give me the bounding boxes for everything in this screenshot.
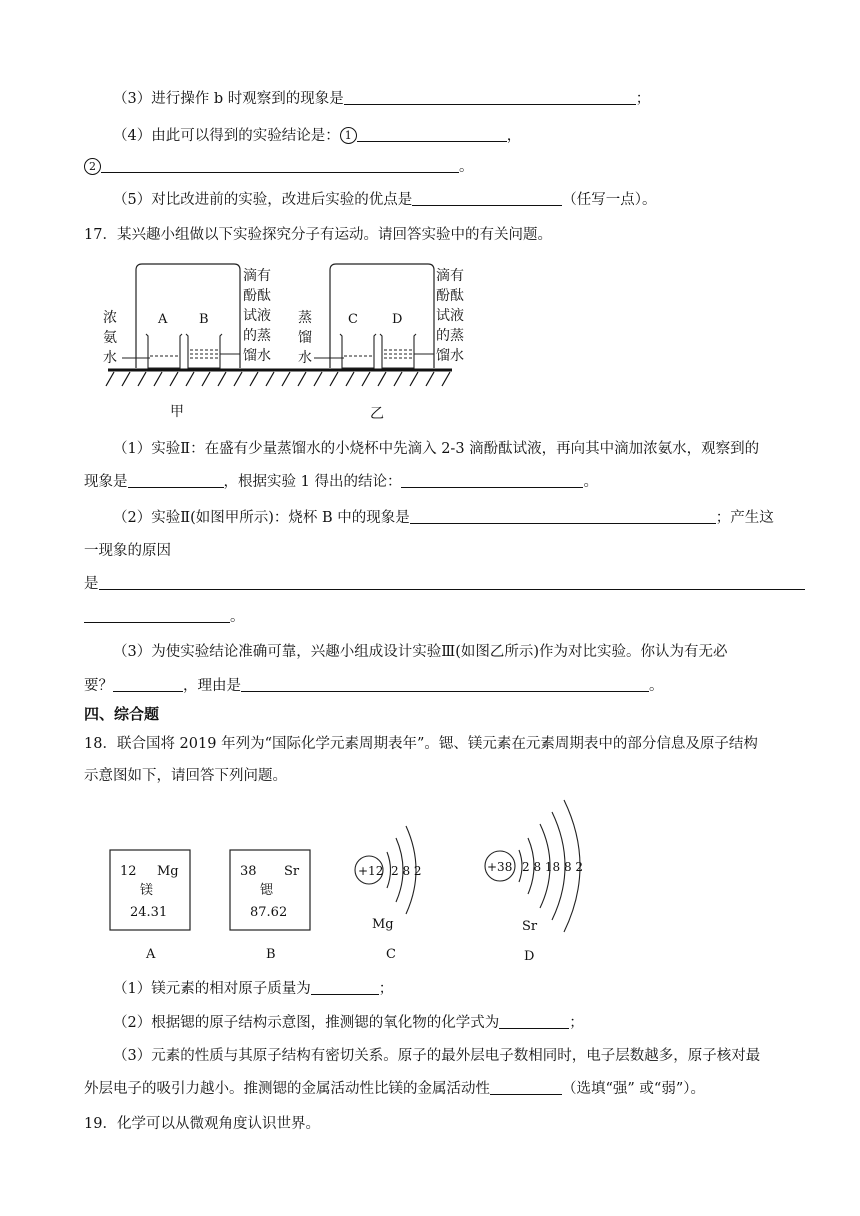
label-dripped-3: 试液 <box>243 308 271 324</box>
caption-jia: 甲 <box>170 404 184 420</box>
circled-number-1: 1 <box>340 127 357 144</box>
atom-d-caption: D <box>524 949 535 964</box>
atom-c-symbol: Mg <box>372 917 394 932</box>
answer-blank[interactable] <box>412 191 562 206</box>
section-title: 四、综合题 <box>84 705 160 723</box>
answer-blank[interactable] <box>241 677 649 692</box>
answer-blank[interactable] <box>311 980 379 995</box>
label-dripped-5: 馏水 <box>243 348 271 364</box>
q17-part2-line2: 一现象的原因 <box>84 543 171 559</box>
atom-d-nucleus: +38 <box>487 860 513 874</box>
q16-part5: （5）对比改进前的实验，改进后实验的优点是 （任写一点）。 <box>113 192 657 208</box>
label-dripped-right-3: 试液 <box>436 308 464 324</box>
answer-blank[interactable] <box>357 127 507 142</box>
card-b-number: 38 <box>240 864 257 879</box>
answer-blank[interactable] <box>490 1080 562 1095</box>
circled-number-2: 2 <box>84 158 101 175</box>
atom-c-nucleus: +12 <box>358 864 384 878</box>
card-a-mass: 24.31 <box>130 905 168 920</box>
q17-beaker-figure <box>100 258 464 426</box>
answer-blank[interactable] <box>99 575 805 590</box>
card-b-name: 锶 <box>260 883 274 898</box>
card-a-name: 镁 <box>140 883 154 898</box>
atom-c-caption: C <box>386 947 396 962</box>
q17-part1-line2: 现象是 ，根据实验 1 得出的结论： 。 <box>84 474 598 490</box>
card-a-symbol: Mg <box>157 864 179 879</box>
label-ammonia-3: 水 <box>103 350 117 366</box>
q17-part2-line3: 是 <box>84 574 805 594</box>
label-ammonia-2: 氨 <box>103 330 117 346</box>
q17-part1-line1: （1）实验Ⅱ：在盛有少量蒸馏水的小烧杯中先滴入 2-3 滴酚酞试液，再向其中滴加浓氨水，观察到的 <box>113 441 760 457</box>
label-dripped-1: 滴有 <box>243 268 271 284</box>
label-distilled-2: 馏 <box>298 330 312 346</box>
answer-blank[interactable] <box>344 90 636 105</box>
q17-part2-line1: （2）实验Ⅱ(如图甲所示)：烧杯 B 中的现象是 ；产生这 <box>113 510 774 526</box>
beaker-b-label: B <box>199 312 209 327</box>
answer-blank[interactable] <box>113 677 183 692</box>
q17-part3-line1: （3）为使实验结论准确可靠，兴趣小组成设计实验Ⅲ(如图乙所示)作为对比实验。你认为有无必 <box>113 644 728 660</box>
q17-part3-line2: 要？ ，理由是 。 <box>84 678 664 694</box>
q17-part2-line4: 。 <box>84 607 245 627</box>
q16-part4: （4）由此可以得到的实验结论是： 1 ， <box>113 128 522 144</box>
q18-stem-line2: 示意图如下，请回答下列问题。 <box>84 768 287 784</box>
q18-part2: （2）根据锶的原子结构示意图，推测锶的氧化物的化学式为 ； <box>113 1015 584 1031</box>
label-dripped-right-5: 馏水 <box>436 348 464 364</box>
answer-blank[interactable] <box>499 1014 569 1029</box>
q18-stem-line1: 18．联合国将 2019 年列为“国际化学元素周期表年”。锶、镁元素在元素周期表中的部分信息及原子结构 <box>84 736 758 752</box>
q18-element-figure <box>100 790 620 970</box>
q16-part3: （3）进行操作 b 时观察到的现象是 ； <box>113 91 651 107</box>
q18-part3-line2: 外层电子的吸引力越小。推测锶的金属活动性比镁的金属活动性 （选填“强” 或“弱”）。 <box>84 1081 706 1097</box>
card-a-caption: A <box>146 947 156 962</box>
q16-part4-line2: 2 。 <box>84 157 474 177</box>
q18-part1: （1）镁元素的相对原子质量为 ； <box>113 981 394 997</box>
label-distilled-1: 蒸 <box>298 310 312 326</box>
label-dripped-2: 酚酞 <box>243 288 271 304</box>
label-dripped-right-1: 滴有 <box>436 268 464 284</box>
caption-yi: 乙 <box>370 406 384 422</box>
atom-c-shells: 2 8 2 <box>391 864 422 878</box>
label-dripped-right-4: 的蒸 <box>436 328 464 344</box>
atom-d-shells: 2 8 18 8 2 <box>522 860 584 874</box>
atom-d-symbol: Sr <box>522 919 538 934</box>
beaker-a-label: A <box>158 312 168 327</box>
card-b-mass: 87.62 <box>250 905 288 920</box>
label-distilled-3: 水 <box>298 350 312 366</box>
card-b-caption: B <box>266 947 276 962</box>
q18-part3-line1: （3）元素的性质与其原子结构有密切关系。原子的最外层电子数相同时，电子层数越多，原子核对最 <box>113 1048 761 1064</box>
beaker-d-label: D <box>392 312 403 327</box>
label-ammonia-1: 浓 <box>103 310 117 326</box>
answer-blank[interactable] <box>101 158 459 173</box>
q19-stem: 19．化学可以从微观角度认识世界。 <box>84 1116 320 1132</box>
beaker-c-label: C <box>348 312 358 327</box>
label-dripped-right-2: 酚酞 <box>436 288 464 304</box>
q17-stem: 17．某兴趣小组做以下实验探究分子有运动。请回答实验中的有关问题。 <box>84 227 552 243</box>
answer-blank[interactable] <box>401 473 583 488</box>
label-dripped-4: 的蒸 <box>243 328 271 344</box>
answer-blank[interactable] <box>84 608 230 623</box>
card-b-symbol: Sr <box>284 864 300 879</box>
answer-blank[interactable] <box>410 509 716 524</box>
card-a-number: 12 <box>120 864 137 879</box>
answer-blank[interactable] <box>128 473 224 488</box>
